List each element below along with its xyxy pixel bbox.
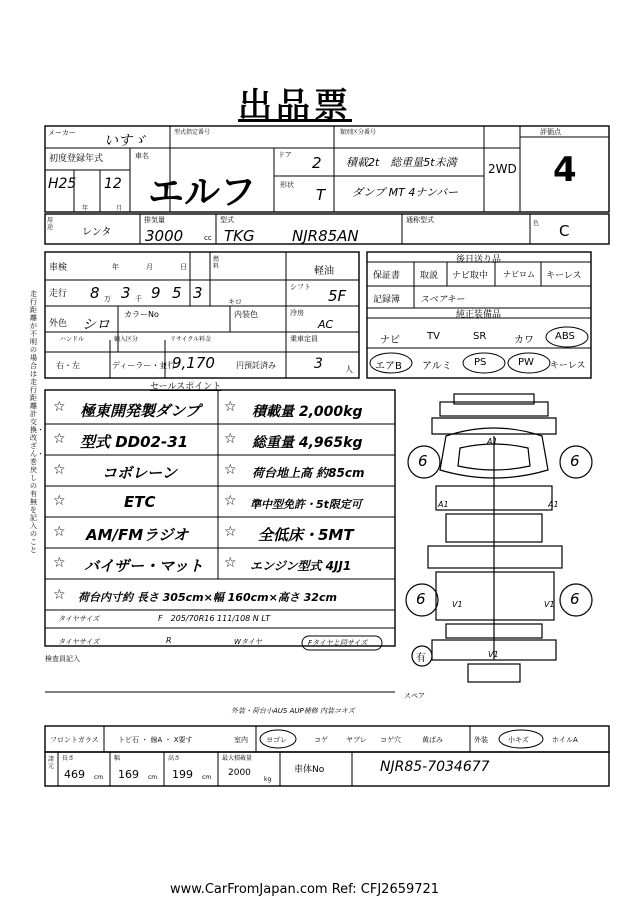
doors-value: 2 xyxy=(312,154,322,172)
shape-value: T xyxy=(316,186,326,204)
inspector-label: 検査員記入 xyxy=(45,655,80,663)
first-reg-era: H25 xyxy=(48,176,77,192)
maker-value: いすゞ xyxy=(104,133,146,149)
color-no-label: カラーNo xyxy=(124,310,159,319)
after-ship-title: 後日送り品 xyxy=(456,255,502,265)
sales-point-right-1: 積載量 2,000kg xyxy=(252,404,363,420)
grade-line1: 積載2t 総重量5t未満 xyxy=(346,156,457,169)
height-value: 199 xyxy=(172,768,193,781)
after-ship-navi-manual: ナビ取中 xyxy=(452,271,489,281)
sales-point-left-4: ETC xyxy=(124,493,156,511)
equip-alloy: アルミ xyxy=(422,361,452,372)
tire-size-label-rear: タイヤサイズ xyxy=(58,638,100,646)
mileage-sen: 千 xyxy=(135,295,142,303)
star-icon: ☆ xyxy=(224,462,237,478)
tire-mark-front-left: 6 xyxy=(418,452,428,470)
maxload-unit: kg xyxy=(264,776,272,783)
displacement-value: 3000 xyxy=(145,227,184,245)
model-label: 型式 xyxy=(220,216,234,224)
exterior-cond-scratch: 小キズ xyxy=(508,736,529,744)
mileage-side-note: 走行距離が不明の場合は走行距離計交換・改ざん・巻戻しの有無を記入のこと xyxy=(30,290,44,554)
grade-line2: ダンプ MT 4ナンバー xyxy=(352,186,458,199)
sales-point-left-2: 型式 DD02-31 xyxy=(80,433,189,451)
handle-value: 右・左 xyxy=(56,361,80,370)
import-label: 輸入区分 xyxy=(114,336,139,343)
chassis-value: NJR85-7034677 xyxy=(380,759,490,775)
tire-mark-front-right: 6 xyxy=(570,452,580,470)
mileage-digit-4: 5 xyxy=(172,284,182,302)
tire-mark-rear-left: 6 xyxy=(416,590,426,608)
equip-navi: ナビ xyxy=(380,335,400,346)
sales-point-left-6: バイザー・マット xyxy=(84,557,204,575)
sales-point-left-5: AM/FMラジオ xyxy=(86,526,189,544)
capacity-label: 乗車定員 xyxy=(290,335,318,343)
spare-stamp: 有 xyxy=(416,653,426,664)
windshield-value: トビ石 ・ 線A ・ X要す xyxy=(118,736,193,744)
eval-label: 評価点 xyxy=(540,128,561,136)
equip-leather: カワ xyxy=(514,335,534,346)
eval-value: 4 xyxy=(553,150,577,190)
after-ship-navi-rom: ナビロム xyxy=(503,270,535,279)
star-icon: ☆ xyxy=(224,555,237,571)
length-label: 長さ xyxy=(62,755,75,762)
star-icon: ☆ xyxy=(53,524,66,540)
recycle-value: 9,170 xyxy=(172,354,215,372)
category-label: 類別区分番号 xyxy=(340,129,377,136)
interior-cond-hole: コゲ穴 xyxy=(380,736,401,744)
equip-pw: PW xyxy=(518,357,534,368)
warranty-label: 保証書 xyxy=(373,271,401,281)
interior-cond-label: 室内 xyxy=(234,736,248,744)
maker-label: メーカー xyxy=(48,129,76,137)
sales-points-label: セールスポイント xyxy=(150,382,222,392)
shaken-day: 日 xyxy=(180,263,187,271)
ac-label: 冷房 xyxy=(290,309,304,317)
damage-mark-v1-bottom: V1 xyxy=(488,650,499,659)
length-value: 469 xyxy=(64,768,85,781)
star-icon: ☆ xyxy=(53,399,66,415)
drive-value: 2WD xyxy=(488,162,517,176)
same-tire-note: Fタイヤと同サイズ xyxy=(308,639,368,647)
recycle-unit: 円預託済み xyxy=(236,361,276,370)
mileage-man: 万 xyxy=(104,295,111,303)
tire-size-front: F 205/70R16 111/108 N LT xyxy=(158,614,271,623)
interior-cond-tear: ヤブレ xyxy=(346,736,367,744)
star-icon: ☆ xyxy=(53,431,66,447)
handle-label: ハンドル xyxy=(60,336,85,343)
sales-point-right-2: 総重量 4,965kg xyxy=(252,435,363,451)
sales-point-left-1: 極東開発製ダンプ xyxy=(80,402,201,420)
width-unit: cm xyxy=(148,774,158,781)
sales-point-right-4: 準中型免許・5t限定可 xyxy=(250,498,362,511)
equipment-title: 純正装備品 xyxy=(456,310,502,320)
equip-ps: PS xyxy=(474,357,487,368)
footer-reference: www.CarFromJapan.com Ref: CFJ2659721 xyxy=(170,882,440,897)
cc-unit: cc xyxy=(204,234,212,242)
width-label: 幅 xyxy=(114,755,121,762)
length-unit: cm xyxy=(94,774,104,781)
tire-size-rear: R xyxy=(166,636,172,645)
sales-point-right-6: エンジン型式 4JJ1 xyxy=(250,559,352,573)
model-code-label: 型式指定番号 xyxy=(174,129,211,136)
star-icon: ☆ xyxy=(224,399,237,415)
height-label: 高さ xyxy=(168,755,181,762)
after-ship-manual: 取説 xyxy=(420,271,439,281)
dims-group-label: 諸元 xyxy=(48,756,55,770)
shaken-month: 月 xyxy=(146,263,153,271)
star-icon: ☆ xyxy=(53,462,66,478)
windshield-label: フロントガラス xyxy=(50,736,99,744)
mileage-label: 走行 xyxy=(49,289,68,299)
tire-mark-rear-right: 6 xyxy=(570,590,580,608)
after-ship-spare-key: スペアキー xyxy=(420,295,465,305)
ac-value: AC xyxy=(318,318,334,331)
exterior-cond-wheel: ホイルA xyxy=(552,736,578,744)
month-unit: 月 xyxy=(116,205,123,212)
damage-mark-a1-right: A1 xyxy=(548,500,559,509)
star-icon: ☆ xyxy=(224,524,237,540)
chassis-label: 車体No xyxy=(294,765,325,775)
record-book-label: 記録簿 xyxy=(373,295,401,305)
first-reg-label: 初度登録年式 xyxy=(49,154,104,164)
usage-label: 用途 xyxy=(47,217,54,231)
car-name-label: 車名 xyxy=(135,152,149,160)
capacity-unit: 人 xyxy=(345,365,353,374)
shift-value: 5F xyxy=(328,287,347,305)
mileage-digit-2: 3 xyxy=(121,284,131,302)
star-icon: ☆ xyxy=(224,431,237,447)
import-value: ディーラー・並行 xyxy=(112,361,176,370)
after-ship-keyless: キーレス xyxy=(546,271,582,281)
sales-point-left-3: コボレーン xyxy=(102,464,177,482)
star-icon: ☆ xyxy=(53,493,66,509)
aux-label: 通称型式 xyxy=(406,216,434,224)
capacity-value: 3 xyxy=(314,356,323,372)
damage-mark-a1-left: A1 xyxy=(438,500,449,509)
mileage-digit-3: 9 xyxy=(151,284,161,302)
star-icon: ☆ xyxy=(224,493,237,509)
equip-airbag: エアB xyxy=(375,361,402,372)
star-icon: ☆ xyxy=(53,555,66,571)
shaken-year: 年 xyxy=(112,263,119,271)
equip-abs: ABS xyxy=(555,331,575,342)
first-reg-month: 12 xyxy=(104,176,122,192)
color-code-label: 色 xyxy=(533,220,540,227)
model-prefix: TKG xyxy=(224,227,255,245)
equip-tv: TV xyxy=(427,331,440,342)
displacement-label: 排気量 xyxy=(144,216,165,224)
exterior-note: 外装・荷台小AUS AUP補修 内装コキズ xyxy=(231,707,355,715)
mileage-digit-5: 3 xyxy=(193,284,203,302)
mileage-km: キロ xyxy=(228,298,242,306)
spare-label: スペア xyxy=(404,692,425,700)
exterior-cond-label: 外装 xyxy=(474,736,488,744)
shaken-label: 車検 xyxy=(49,263,68,273)
sales-point-right-3: 荷台地上高 約85cm xyxy=(252,466,365,480)
bed-size: 荷台内寸約 長さ 305cm×幅 160cm×高さ 32cm xyxy=(78,591,337,604)
fuel-value: 軽油 xyxy=(314,266,334,277)
maxload-value: 2000 xyxy=(228,768,251,778)
interior-color-label: 内装色 xyxy=(234,310,258,319)
damage-mark-v1-right: V1 xyxy=(544,600,555,609)
interior-cond-dirt: ヨゴレ xyxy=(266,736,287,744)
color-code-value: C xyxy=(559,222,570,240)
exterior-color-value: シロ xyxy=(82,317,110,333)
star-icon: ☆ xyxy=(53,587,66,603)
year-unit: 年 xyxy=(82,205,89,212)
interior-cond-burn: コゲ xyxy=(314,736,328,744)
shift-label: シフト xyxy=(290,283,311,291)
mileage-digit-1: 8 xyxy=(90,284,100,302)
fuel-label: 燃料 xyxy=(213,256,220,270)
interior-cond-yellow: 黄ばみ xyxy=(422,736,443,744)
page-title: 出品票 xyxy=(238,86,352,126)
model-code: NJR85AN xyxy=(292,227,359,245)
damage-mark-v1-left: V1 xyxy=(452,600,463,609)
tire-size-label-front: タイヤサイズ xyxy=(58,615,100,623)
shape-label: 形状 xyxy=(280,181,294,189)
height-unit: cm xyxy=(202,774,212,781)
car-name: エルフ xyxy=(148,172,257,213)
usage-value: レンタ xyxy=(82,227,112,238)
equip-keyless: キーレス xyxy=(550,361,586,371)
exterior-color-label: 外色 xyxy=(49,319,68,329)
maxload-label: 最大積載量 xyxy=(222,755,253,762)
w-tire-label: Wタイヤ xyxy=(234,638,262,646)
recycle-label: リサイクル料金 xyxy=(170,336,212,343)
equip-sr: SR xyxy=(473,331,487,342)
width-value: 169 xyxy=(118,768,139,781)
sales-point-right-5: 全低床・5MT xyxy=(258,526,354,544)
damage-mark-a1-top: A1 xyxy=(487,437,498,446)
doors-label: ドア xyxy=(278,151,292,159)
